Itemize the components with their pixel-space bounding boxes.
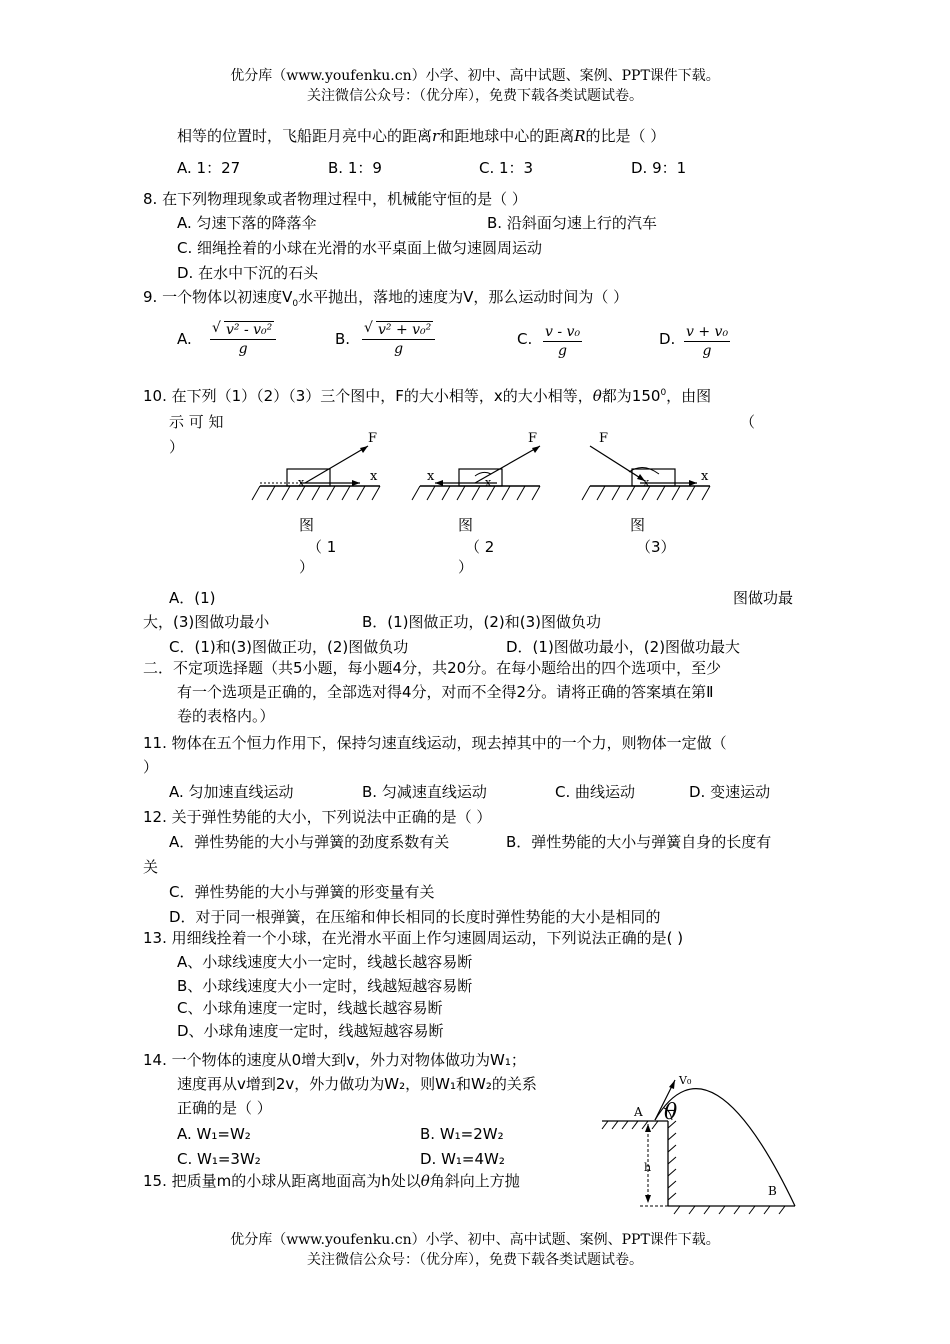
- section2-heading-line1: 二．不定项选择题（共5小题，每小题4分，共20分。在每小题给出的四个选项中，至少: [143, 659, 722, 677]
- q12-option-c: C．弹性势能的大小与弹簧的形变量有关: [169, 883, 435, 901]
- fig1-label-F: F: [368, 431, 378, 446]
- q10-option-a-part2: 图做功最: [733, 589, 794, 607]
- q14-stem-line1: 14. 一个物体的速度从0增大到v，外力对物体做功为W₁；: [143, 1051, 526, 1069]
- fig-label-v0: V₀: [679, 1074, 692, 1087]
- fig3-label-F: F: [599, 431, 609, 446]
- q11-option-b: B. 匀减速直线运动: [362, 783, 487, 801]
- fig-label-h: h: [644, 1161, 652, 1174]
- q8-option-c: C. 细绳拴着的小球在光滑的水平桌面上做匀速圆周运动: [177, 239, 543, 257]
- q9-option-b-formula: √ v² + v₀² g: [362, 322, 435, 357]
- page-footer-line2: 关注微信公众号：（优分库），免费下载各类试题试卷。: [307, 1252, 643, 1268]
- q14-option-b: B. W₁=2W₂: [420, 1125, 504, 1143]
- q10-fig1-caption-3: ）: [299, 558, 315, 576]
- q14-option-c: C. W₁=3W₂: [177, 1150, 261, 1168]
- q14-option-a: A. W₁=W₂: [177, 1125, 251, 1143]
- q9-stem: 9. 一个物体以初速度$V_0$水平抛出，落地的速度为V，那么运动时间为（ ）: [143, 288, 629, 309]
- q13-option-b: B、小球线速度大小一定时，线越短越容易断: [177, 977, 473, 995]
- fig2-label-F: F: [528, 431, 538, 446]
- fig-label-A: A: [634, 1105, 643, 1119]
- fig-label-B: B: [768, 1184, 777, 1198]
- fig1-label-x-right: x: [370, 469, 378, 484]
- fig3-label-x-right: x: [701, 469, 709, 484]
- q10-stem: 10. 在下列（1）（2）（3）三个图中，F的大小相等，x的大小相等，θ都为$150^0$，由图: [143, 387, 712, 405]
- q13-stem: 13. 用细线拴着一个小球，在光滑水平面上作匀速圆周运动，下列说法正确的是( ): [143, 929, 684, 947]
- q12-option-b-cont: 关: [143, 858, 159, 876]
- q7-option-b: B. 1：9: [328, 159, 382, 177]
- q10-fig3-caption-1: 图: [630, 516, 646, 534]
- fig1-label-x-block: x: [298, 476, 305, 489]
- q10-option-a-part1: A．(1): [169, 589, 216, 607]
- q14-stem-line2: 速度再从v增到2v，外力做功为W₂，则W₁和W₂的关系: [177, 1075, 537, 1093]
- q10-fig3-caption-2: （3）: [636, 538, 676, 556]
- q14-option-d: D. W₁=4W₂: [420, 1150, 505, 1168]
- q8-stem: 8. 在下列物理现象或者物理过程中，机械能守恒的是（ ）: [143, 190, 527, 208]
- q10-fig1-caption-2: （ 1: [307, 538, 337, 556]
- q8-option-a: A. 匀速下落的降落伞: [177, 214, 317, 232]
- section2-heading-line2: 有一个选项是正确的，全部选对得4分，对而不全得2分。请将正确的答案填在第Ⅱ: [177, 683, 714, 701]
- q11-option-d: D. 变速运动: [689, 783, 771, 801]
- fig2-label-x-block: x: [485, 476, 492, 489]
- q15-stem: 15. 把质量m的小球从距离地面高为h处以θ角斜向上方抛: [143, 1172, 520, 1190]
- q10-fig2-caption-3: ）: [458, 558, 474, 576]
- q10-fig2-caption-1: 图: [458, 516, 474, 534]
- q9-option-b-label: B.: [335, 330, 351, 348]
- q10-option-b: B．(1)图做正功，(2)和(3)图做负功: [362, 613, 602, 631]
- q10-fig2-caption-2: （ 2: [465, 538, 495, 556]
- q10-fig1-caption-1: 图: [299, 516, 315, 534]
- q10-figure-1: [240, 428, 390, 518]
- q12-stem: 12. 关于弹性势能的大小，下列说法中正确的是（ ）: [143, 808, 492, 826]
- q9-option-a-label: A.: [177, 330, 192, 348]
- q13-option-c: C、小球角速度一定时，线越长越容易断: [177, 999, 443, 1017]
- q9-option-d-label: D.: [659, 330, 676, 348]
- q11-stem: 11. 物体在五个恒力作用下，保持匀速直线运动，现去掉其中的一个力，则物体一定做（: [143, 734, 727, 752]
- q8-option-d: D. 在水中下沉的石头: [177, 264, 319, 282]
- q7-option-a: A. 1：27: [177, 159, 241, 177]
- q15-projectile-figure: [600, 1068, 800, 1218]
- q11-option-a: A. 匀加速直线运动: [169, 783, 294, 801]
- q9-option-a-formula: √ v² - v₀² g: [210, 322, 276, 357]
- page-footer-line1: 优分库（www.youfenku.cn）小学、初中、高中试题、案例、PPT课件下载。: [230, 1232, 720, 1248]
- q10-option-a-part3: 大，(3)图做功最小: [143, 613, 270, 631]
- q7-option-c: C. 1：3: [479, 159, 534, 177]
- q9-option-d-formula: $\frac{\text{v + v₀}}{g}$: [686, 324, 729, 359]
- q9-option-c-formula: $\frac{\text{v - v₀}}{g}$: [545, 324, 581, 359]
- fig3-label-x-block: x: [643, 476, 650, 489]
- q14-stem-line3: 正确的是（ ）: [177, 1099, 272, 1117]
- q10-figure-2: [415, 428, 565, 518]
- q7-option-d: D. 9：1: [631, 159, 687, 177]
- q10-stem-cont: 示 可 知: [169, 413, 224, 431]
- q12-option-b: B．弹性势能的大小与弹簧自身的长度有: [506, 833, 772, 851]
- q10-answer-paren-open: （: [740, 413, 756, 431]
- q10-option-c: C．(1)和(3)图做正功，(2)图做负功: [169, 638, 409, 656]
- q13-option-a: A、小球线速度大小一定时，线越长越容易断: [177, 953, 473, 971]
- q9-option-c-label: C.: [517, 330, 533, 348]
- q10-answer-paren-close: ）: [169, 438, 185, 456]
- page-header-line2: 关注微信公众号：（优分库），免费下载各类试题试卷。: [307, 88, 643, 104]
- fig2-label-x-left: x: [427, 469, 435, 484]
- q12-option-a: A．弹性势能的大小与弹簧的劲度系数有关: [169, 833, 450, 851]
- q7-stem: 相等的位置时，飞船距月亮中心的距离r和距地球中心的距离R的比是（ ）: [177, 127, 666, 145]
- q8-option-b: B. 沿斜面匀速上行的汽车: [487, 214, 657, 232]
- q11-option-c: C. 曲线运动: [555, 783, 636, 801]
- q10-figure-3: [585, 428, 735, 518]
- page-header-line1: 优分库（www.youfenku.cn）小学、初中、高中试题、案例、PPT课件下载。: [230, 68, 720, 84]
- q12-option-d: D．对于同一根弹簧，在压缩和伸长相同的长度时弹性势能的大小是相同的: [169, 908, 661, 926]
- q10-option-d: D．(1)图做功最小，(2)图做功最大: [506, 638, 741, 656]
- section2-heading-line3: 卷的表格内。）: [177, 707, 275, 725]
- q13-option-d: D、小球角速度一定时，线越短越容易断: [177, 1022, 444, 1040]
- q11-stem-cont: ）: [143, 758, 159, 776]
- fig-label-theta: θ: [664, 1100, 678, 1125]
